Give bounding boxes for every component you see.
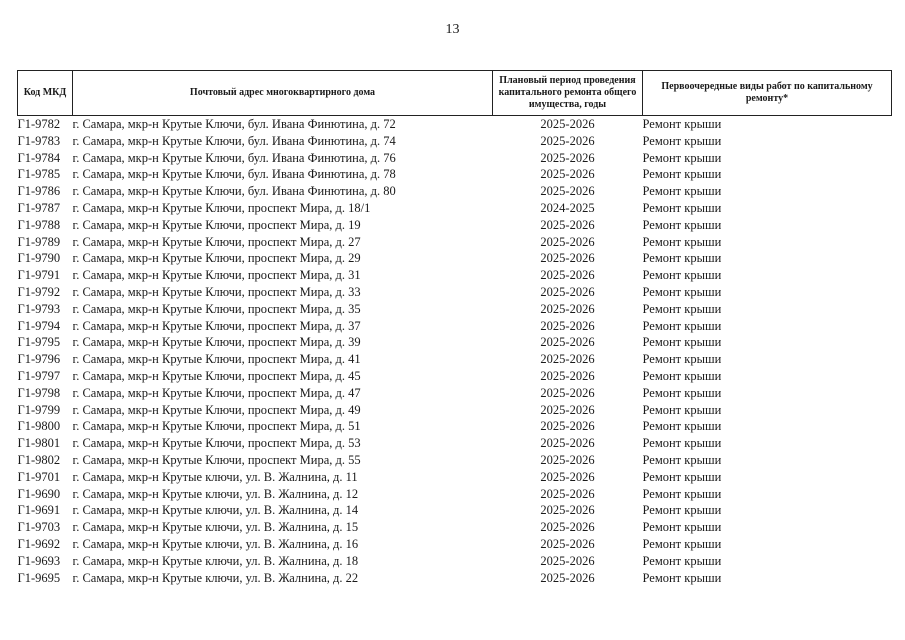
cell-period: 2025-2026: [540, 402, 595, 417]
cell-code: Г1-9787: [17, 200, 61, 215]
cell-works: Ремонт крыши: [642, 402, 722, 417]
table-row: [18, 469, 892, 486]
cell-address: г. Самара, мкр-н Крутые ключи, ул. В. Жалнина, д. 16: [72, 536, 359, 551]
table-row: [18, 284, 892, 301]
cell-works: Ремонт крыши: [642, 352, 722, 367]
cell-works: Ремонт крыши: [642, 553, 722, 568]
cell-works: Ремонт крыши: [642, 167, 722, 182]
cell-address: г. Самара, мкр-н Крутые Ключи, бул. Ивана Финютина, д. 80: [72, 184, 396, 199]
cell-address: г. Самара, мкр-н Крутые Ключи, проспект Мира, д. 31: [72, 268, 361, 283]
cell-address: г. Самара, мкр-н Крутые ключи, ул. В. Жалнина, д. 18: [72, 553, 359, 568]
cell-address: г. Самара, мкр-н Крутые ключи, ул. В. Жалнина, д. 15: [72, 520, 359, 535]
cell-address: г. Самара, мкр-н Крутые Ключи, бул. Ивана Финютина, д. 72: [72, 117, 396, 131]
cell-code: Г1-9792: [17, 284, 61, 299]
cell-address: г. Самара, мкр-н Крутые Ключи, проспект Мира, д. 53: [72, 436, 361, 451]
cell-period: 2024-2025: [540, 200, 595, 215]
table-row: [18, 418, 892, 435]
cell-period: 2025-2026: [540, 368, 595, 383]
cell-period: 2025-2026: [540, 150, 595, 165]
cell-code: Г1-9798: [17, 385, 61, 400]
cell-address: г. Самара, мкр-н Крутые Ключи, проспект Мира, д. 47: [72, 385, 361, 400]
table-row: [18, 385, 892, 402]
cell-period: 2025-2026: [540, 452, 595, 467]
cell-address: г. Самара, мкр-н Крутые Ключи, проспект Мира, д. 27: [72, 234, 361, 249]
table-row: [18, 250, 892, 267]
table-row: [18, 318, 892, 335]
cell-works: Ремонт крыши: [642, 436, 722, 451]
header-works: Первоочередные виды работ по капитальному ремонту*: [643, 71, 892, 116]
cell-code: Г1-9703: [17, 520, 61, 535]
cell-works: Ремонт крыши: [642, 520, 722, 535]
cell-code: Г1-9797: [17, 368, 61, 383]
cell-code: Г1-9690: [17, 486, 61, 501]
table-row: [18, 502, 892, 519]
cell-code: Г1-9793: [17, 301, 61, 316]
table-row: [18, 150, 892, 167]
cell-address: г. Самара, мкр-н Крутые ключи, ул. В. Жалнина, д. 22: [72, 570, 359, 585]
cell-period: 2025-2026: [540, 520, 595, 535]
cell-works: Ремонт крыши: [642, 284, 722, 299]
cell-period: 2025-2026: [540, 251, 595, 266]
cell-works: Ремонт крыши: [642, 217, 722, 232]
cell-code: Г1-9800: [17, 419, 61, 434]
cell-works: Ремонт крыши: [642, 184, 722, 199]
cell-period: 2025-2026: [540, 486, 595, 501]
cell-address: г. Самара, мкр-н Крутые Ключи, проспект Мира, д. 35: [72, 301, 361, 316]
cell-address: г. Самара, мкр-н Крутые Ключи, проспект Мира, д. 51: [72, 419, 361, 434]
cell-period: 2025-2026: [540, 436, 595, 451]
table-row: [18, 234, 892, 251]
cell-code: Г1-9783: [17, 133, 61, 148]
table-row: [18, 570, 892, 587]
cell-address: г. Самара, мкр-н Крутые Ключи, бул. Ивана Финютина, д. 78: [72, 167, 396, 182]
cell-code: Г1-9789: [17, 234, 61, 249]
table-row: [18, 267, 892, 284]
cell-code: Г1-9790: [17, 251, 61, 266]
table-row: [18, 452, 892, 469]
table-row: [18, 519, 892, 536]
cell-period: 2025-2026: [540, 469, 595, 484]
cell-works: Ремонт крыши: [642, 200, 722, 215]
cell-works: Ремонт крыши: [642, 385, 722, 400]
cell-works: Ремонт крыши: [642, 570, 722, 585]
table-row: [18, 217, 892, 234]
header-period: Плановый период проведения капитального ремонта общего имущества, годы: [493, 71, 643, 116]
cell-period: 2025-2026: [540, 284, 595, 299]
cell-period: 2025-2026: [540, 553, 595, 568]
cell-works: Ремонт крыши: [642, 536, 722, 551]
cell-period: 2025-2026: [540, 570, 595, 585]
table-row: [18, 536, 892, 553]
table-row: [18, 486, 892, 503]
cell-code: Г1-9691: [17, 503, 61, 518]
cell-works: Ремонт крыши: [642, 234, 722, 249]
cell-address: г. Самара, мкр-н Крутые ключи, ул. В. Жалнина, д. 12: [72, 486, 359, 501]
cell-works: Ремонт крыши: [642, 452, 722, 467]
cell-code: Г1-9695: [17, 570, 61, 585]
cell-address: г. Самара, мкр-н Крутые Ключи, проспект Мира, д. 29: [72, 251, 361, 266]
cell-code: Г1-9786: [17, 184, 61, 199]
table-row: [18, 200, 892, 217]
cell-works: Ремонт крыши: [642, 133, 722, 148]
cell-code: Г1-9788: [17, 217, 61, 232]
cell-address: г. Самара, мкр-н Крутые ключи, ул. В. Жалнина, д. 14: [72, 503, 359, 518]
cell-period: 2025-2026: [540, 536, 595, 551]
cell-address: г. Самара, мкр-н Крутые Ключи, бул. Ивана Финютина, д. 76: [72, 150, 396, 165]
cell-period: 2025-2026: [540, 318, 595, 333]
cell-works: Ремонт крыши: [642, 268, 722, 283]
cell-code: Г1-9693: [17, 553, 61, 568]
cell-address: г. Самара, мкр-н Крутые Ключи, проспект Мира, д. 39: [72, 335, 361, 350]
cell-address: г. Самара, мкр-н Крутые Ключи, проспект Мира, д. 45: [72, 368, 361, 383]
cell-code: Г1-9782: [17, 117, 61, 131]
table-row: [18, 334, 892, 351]
cell-period: 2025-2026: [540, 301, 595, 316]
cell-address: г. Самара, мкр-н Крутые Ключи, проспект Мира, д. 19: [72, 217, 361, 232]
table-row: [18, 402, 892, 419]
cell-period: 2025-2026: [540, 217, 595, 232]
table-row: [18, 368, 892, 385]
table-row: [18, 301, 892, 318]
cell-period: 2025-2026: [540, 419, 595, 434]
cell-works: Ремонт крыши: [642, 368, 722, 383]
repair-registry-table: [17, 70, 892, 586]
cell-code: Г1-9692: [17, 536, 61, 551]
cell-code: Г1-9794: [17, 318, 61, 333]
cell-code: Г1-9802: [17, 452, 61, 467]
table-row: [18, 133, 892, 150]
cell-period: 2025-2026: [540, 335, 595, 350]
table-row: [18, 116, 892, 133]
cell-period: 2025-2026: [540, 234, 595, 249]
cell-period: 2025-2026: [540, 117, 595, 131]
cell-works: Ремонт крыши: [642, 150, 722, 165]
table-row: [18, 166, 892, 183]
table-row: [18, 183, 892, 200]
cell-works: Ремонт крыши: [642, 251, 722, 266]
cell-code: Г1-9701: [17, 469, 61, 484]
table-row: [18, 351, 892, 368]
cell-address: г. Самара, мкр-н Крутые Ключи, проспект Мира, д. 55: [72, 452, 361, 467]
cell-period: 2025-2026: [540, 184, 595, 199]
table-row: [18, 553, 892, 570]
header-code: Код МКД: [18, 71, 73, 116]
cell-period: 2025-2026: [540, 133, 595, 148]
cell-code: Г1-9795: [17, 335, 61, 350]
cell-period: 2025-2026: [540, 268, 595, 283]
cell-works: Ремонт крыши: [642, 335, 722, 350]
header-address: Почтовый адрес многоквартирного дома: [73, 71, 493, 116]
cell-period: 2025-2026: [540, 503, 595, 518]
cell-address: г. Самара, мкр-н Крутые Ключи, проспект Мира, д. 37: [72, 318, 361, 333]
table-row: [18, 435, 892, 452]
page-number: 13: [445, 22, 460, 37]
cell-code: Г1-9801: [17, 436, 61, 451]
cell-works: Ремонт крыши: [642, 469, 722, 484]
cell-address: г. Самара, мкр-н Крутые Ключи, проспект Мира, д. 33: [72, 284, 361, 299]
cell-works: Ремонт крыши: [642, 301, 722, 316]
cell-address: г. Самара, мкр-н Крутые Ключи, бул. Ивана Финютина, д. 74: [72, 133, 396, 148]
cell-address: г. Самара, мкр-н Крутые Ключи, проспект Мира, д. 41: [72, 352, 361, 367]
cell-address: г. Самара, мкр-н Крутые Ключи, проспект Мира, д. 49: [72, 402, 361, 417]
cell-period: 2025-2026: [540, 167, 595, 182]
table-header-row: [18, 71, 892, 116]
cell-code: Г1-9785: [17, 167, 61, 182]
cell-works: Ремонт крыши: [642, 318, 722, 333]
cell-address: г. Самара, мкр-н Крутые ключи, ул. В. Жалнина, д. 11: [72, 469, 358, 484]
cell-works: Ремонт крыши: [642, 419, 722, 434]
cell-period: 2025-2026: [540, 352, 595, 367]
cell-code: Г1-9796: [17, 352, 61, 367]
cell-code: Г1-9799: [17, 402, 61, 417]
cell-works: Ремонт крыши: [642, 503, 722, 518]
cell-period: 2025-2026: [540, 385, 595, 400]
cell-code: Г1-9784: [17, 150, 61, 165]
cell-code: Г1-9791: [17, 268, 61, 283]
table-body: [18, 116, 892, 587]
cell-works: Ремонт крыши: [642, 117, 722, 131]
cell-works: Ремонт крыши: [642, 486, 722, 501]
cell-address: г. Самара, мкр-н Крутые Ключи, проспект Мира, д. 18/1: [72, 200, 371, 215]
